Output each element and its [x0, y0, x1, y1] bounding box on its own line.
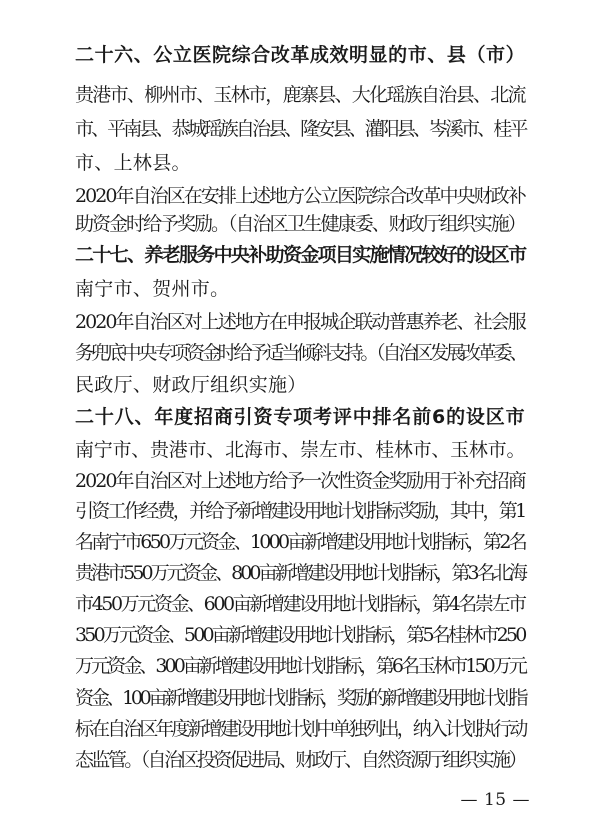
- body-line: 资金、100亩新增建设用地计划指标，奖励的新增建设用地计划指: [75, 687, 526, 709]
- body-line: 民政厅、财政厅组织实施）: [75, 374, 307, 396]
- body-line: 2020年自治区对上述地方在申报城企联动普惠养老、社会服: [75, 311, 525, 333]
- body-line: 南宁市、贺州市。: [75, 278, 230, 300]
- body-line: 助资金时给予奖励。（自治区卫生健康委、财政厅组织实施）: [75, 213, 525, 235]
- body-line: 态监管。（自治区投资促进局、财政厅、自然资源厅组织实施）: [75, 749, 525, 771]
- body-line: 务兜底中央专项资金时给予适当倾斜支持。（自治区发展改革委、: [75, 342, 526, 364]
- body-line: 贵港市550万元资金、800亩新增建设用地计划指标，第3名北海: [75, 562, 525, 584]
- section-heading: 二十八、年度招商引资专项考评中排名前6的设区市: [75, 406, 526, 428]
- body-line: 贵港市、柳州市、玉林市，鹿寨县、大化瑶族自治县、北流: [75, 84, 525, 106]
- body-line: 市450万元资金、600亩新增建设用地计划指标，第4名崇左市: [75, 593, 525, 615]
- body-line: 市、上林县。: [75, 152, 191, 174]
- section-heading: 二十六、公立医院综合改革成效明显的市、县（市）: [75, 44, 526, 66]
- section-heading: 二十七、养老服务中央补助资金项目实施情况较好的设区市: [75, 244, 526, 266]
- body-line: 市、平南县、恭城瑶族自治县、隆安县、灌阳县、岑溪市、桂平: [75, 118, 526, 140]
- page-number: — 15 —: [460, 790, 530, 810]
- body-line: 2020年自治区在安排上述地方公立医院综合改革中央财政补: [75, 185, 525, 207]
- body-line: 万元资金、300亩新增建设用地计划指标，第6名玉林市150万元: [75, 655, 525, 677]
- body-line: 南宁市、贵港市、北海市、崇左市、桂林市、玉林市。: [75, 439, 526, 461]
- body-line: 名南宁市650万元资金、1000亩新增建设用地计划指标，第2名: [75, 531, 526, 553]
- body-line: 2020年自治区对上述地方给予一次性资金奖励用于补充招商: [75, 470, 525, 492]
- body-line: 标在自治区年度新增建设用地计划中单独列出，纳入计划执行动: [75, 718, 526, 740]
- body-line: 引资工作经费，并给予新增建设用地计划指标奖励，其中，第1: [75, 500, 525, 522]
- body-line: 350万元资金、500亩新增建设用地计划指标，第5名桂林市250: [75, 624, 525, 646]
